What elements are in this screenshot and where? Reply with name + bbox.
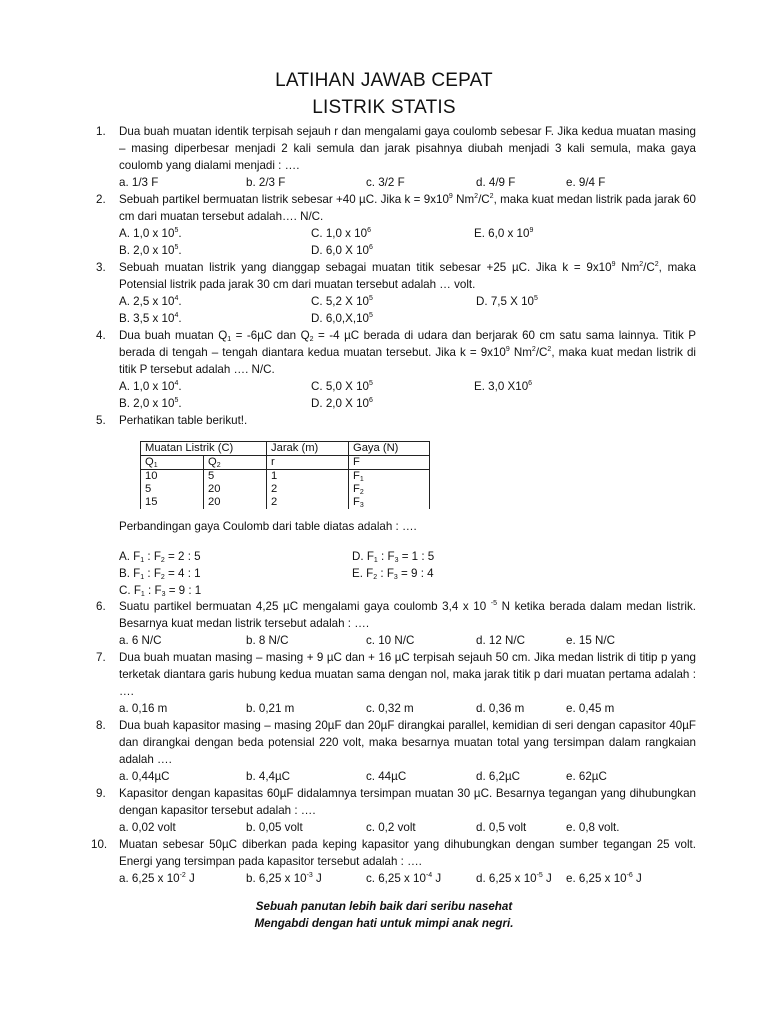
option-d: D. $F_1$ : $F_3 = 1$ : 5 bbox=[352, 550, 435, 564]
option-a: A. 2,5 x $10^4$. bbox=[119, 295, 182, 308]
question-6 bbox=[96, 598, 696, 632]
option-a: A. $F_1$ : $F_2 = 2$ : 5 bbox=[119, 550, 201, 564]
question-number: 4. bbox=[96, 329, 106, 342]
question-number: 2. bbox=[96, 193, 106, 206]
option-d: d. 6,2µC bbox=[476, 770, 521, 783]
table-header-row bbox=[141, 442, 430, 456]
option-a: A. 1,0 x $10^4$. bbox=[119, 380, 182, 393]
table-cell: $F_1$ $F_2$ $F_3$ bbox=[349, 470, 430, 510]
option-b: B. 2,0 x $10^5$. bbox=[119, 244, 182, 257]
option-e: e. 9/4 F bbox=[566, 176, 606, 189]
option-b: b. 2/3 F bbox=[246, 176, 286, 189]
option-a: a. 0,02 volt bbox=[119, 821, 176, 834]
question-7 bbox=[96, 649, 696, 700]
question-1 bbox=[96, 123, 696, 174]
question-10 bbox=[91, 836, 696, 870]
option-c: c. 10 N/C bbox=[366, 634, 415, 647]
question-8 bbox=[96, 717, 696, 768]
table-subheader-row bbox=[141, 456, 430, 470]
option-b: b. 0,21 m bbox=[246, 702, 295, 715]
question-number: 3. bbox=[96, 261, 106, 274]
question-number: 7. bbox=[96, 651, 106, 664]
table-cell: 1 2 2 bbox=[267, 470, 349, 510]
option-e: e. 15 N/C bbox=[566, 634, 615, 647]
option-c: c. 3/2 F bbox=[366, 176, 405, 189]
table-cell: r bbox=[267, 456, 349, 470]
question-text: Sebuah muatan listrik yang dianggap sebagai muatan titik sebesar +25 µC. Jika $k = 9x10^9$ $Nm^2/C^2$, maka Potensial listrik pada jarak 30 cm dari muatan tersebut adalah … volt. bbox=[119, 261, 696, 291]
data-table bbox=[140, 441, 430, 509]
question-number: 6. bbox=[96, 600, 106, 613]
worksheet-title: LATIHAN JAWAB CEPAT bbox=[275, 70, 493, 91]
option-d: d. 0,5 volt bbox=[476, 821, 527, 834]
table-cell: F bbox=[349, 456, 430, 470]
option-e: e. 6,25 x $10^{-6}$ J bbox=[566, 872, 642, 885]
option-e: E. 3,0 $X10^6$ bbox=[474, 380, 533, 393]
option-c: c. 6,25 x $10^{-4}$ J bbox=[366, 872, 442, 885]
question-text: Suatu partikel bermuatan 4,25 µC mengalami gaya coulomb 3,4 x 10 $^{-5}$ N ketika berada dalam medan listrik. Besarnya kuat medan listrik tersebut adalah : …. bbox=[119, 600, 696, 630]
option-e: e. 0,8 volt. bbox=[566, 821, 620, 834]
option-e: e. 62µC bbox=[566, 770, 607, 783]
option-c: C. 1,0 x $10^6$ bbox=[311, 227, 371, 240]
option-b: b. 6,25 x $10^{-3}$ J bbox=[246, 872, 322, 885]
table-cell: $Q_1$ bbox=[141, 456, 204, 470]
option-a: a. 0,44µC bbox=[119, 770, 170, 783]
motto-line-2: Mengabdi dengan hati untuk mimpi anak negri. bbox=[254, 917, 514, 930]
question-number: 8. bbox=[96, 719, 106, 732]
header-cell: Gaya (N) bbox=[349, 442, 430, 456]
option-a: a. 6 N/C bbox=[119, 634, 162, 647]
table-cell: $Q_2$ bbox=[204, 456, 267, 470]
question-text: Dua buah kapasitor masing – masing 20µF dan 20µF dirangkai parallel, kemidian di seri dengan capasitor 40µF dan dirangkai dengan beda potensial 220 volt, maka besarnya muatan total yang tersimpan dalam rangkaian adalah …. bbox=[119, 719, 696, 766]
option-e: D. 7,5 X $10^5$ bbox=[476, 295, 538, 308]
option-e: E. 6,0 x $10^9$ bbox=[474, 227, 534, 240]
option-b: B. $F_1$ : $F_2 = 4$ : 1 bbox=[119, 567, 201, 581]
option-a: a. 0,16 m bbox=[119, 702, 168, 715]
question-number: 1. bbox=[96, 125, 106, 138]
option-c: c. 0,2 volt bbox=[366, 821, 416, 834]
option-b: b. 4,4µC bbox=[246, 770, 291, 783]
question-2 bbox=[96, 191, 696, 225]
worksheet-subtitle: LISTRIK STATIS bbox=[312, 97, 456, 118]
option-d: d. 4/9 F bbox=[476, 176, 516, 189]
header-cell: Muatan Listrik (C) bbox=[141, 442, 267, 456]
option-b: b. 0,05 volt bbox=[246, 821, 303, 834]
question-number: 9. bbox=[96, 787, 106, 800]
question-text: Dua buah muatan $Q_1 = -6\mu C$ dan $Q_2 = -4$ µC berada di udara dan berjarak 60 cm satu sama lainnya. Titik P berada di tengah – tengah diantara kedua muatan tersebut. Jika $k = 9x10^9$ $Nm^2/C^2$, maka kuat medan listrik di titik P tersebut adalah …. N/C. bbox=[119, 329, 697, 376]
option-d: D. $6,0,X,10^5$ bbox=[311, 312, 373, 325]
option-d: D. 6,0 X $10^6$ bbox=[311, 244, 373, 257]
option-c: c. 0,32 m bbox=[366, 702, 414, 715]
option-c: c. 44µC bbox=[366, 770, 407, 783]
header-cell: Jarak (m) bbox=[267, 442, 349, 456]
option-e: e. 0,45 m bbox=[566, 702, 615, 715]
option-c: C. 5,2 X $10^5$ bbox=[311, 295, 373, 308]
question-text: Perhatikan table berikut!. bbox=[119, 414, 248, 427]
question-text: Sebuah partikel bermuatan listrik sebesar +40 µC. Jika $k = 9x10^9$ $Nm^2/C^2$, maka kuat medan listrik pada jarak 60 cm dari muatan tersebut adalah…. N/C. bbox=[119, 193, 696, 223]
question-text: Dua buah muatan masing – masing + 9 µC dan + 16 µC terpisah sejauh 50 cm. Jika medan listrik di titip p yang terketak diantara garis hubung kedua muatan sama dengan nol, maka jarak titik p dari muatan pertama adalah : …. bbox=[119, 651, 696, 698]
question-text: Muatan sebesar 50µC diberkan pada keping kapasitor yang dihubungkan dengan sumber tegangan 25 volt. Energi yang tersimpan pada kapasitor tersebut adalah : …. bbox=[119, 838, 696, 868]
question-9 bbox=[96, 785, 696, 819]
table-cell: 5 20 20 bbox=[204, 470, 267, 510]
option-b: B. 3,5 x $10^4$. bbox=[119, 312, 182, 325]
option-d: d. 6,25 x $10^{-5}$ J bbox=[476, 872, 552, 885]
option-d: d. 0,36 m bbox=[476, 702, 525, 715]
motto-line-1: Sebuah panutan lebih baik dari seribu nasehat bbox=[255, 900, 513, 913]
option-a: A. 1,0 x $10^5$. bbox=[119, 227, 182, 240]
question-text: Kapasitor dengan kapasitas 60µF didalamnya tersimpan muatan 30 µC. Besarnya tegangan yang dihubungkan dengan kapasitor tersebut adalah : …. bbox=[119, 787, 696, 817]
table-cell: 10 5 15 bbox=[141, 470, 204, 510]
option-a: a. 6,25 x $10^{-2}$ J bbox=[119, 872, 195, 885]
question-4 bbox=[96, 327, 696, 378]
question-text: Dua buah muatan identik terpisah sejauh r dan mengalami gaya coulomb sebesar F. Jika kedua muatan masing – masing diperbesar menjadi 2 kali semula dan jarak pisahnya diubah menjadi 3 kali semula, maka gaya coulomb yang dialami menjadi : …. bbox=[119, 125, 696, 172]
option-b: b. 8 N/C bbox=[246, 634, 289, 647]
question-number: 10. bbox=[91, 838, 108, 851]
option-b: B. 2,0 x $10^5$. bbox=[119, 397, 182, 410]
option-c: C. 5,0 X $10^5$ bbox=[311, 380, 373, 393]
worksheet-page: LATIHAN JAWAB CEPAT LISTRIK STATIS 1. Dua buah muatan identik terpisah sejauh r dan mengalami gaya coulomb sebesar F. Jika kedua muatan masing – masing diperbesar menjadi 2 kali semula dan jarak pisahnya diubah menjadi 3 kali semula, maka gaya coulomb yang dialami menjadi : …. a. 1/3 F b. 2/3 F c. 3/2 F d. 4/9 F e. 9/4 F 2. Sebuah partikel bermuatan listrik sebesar +40 µC. Jika $k = 9x10^9$ $Nm^2/C^2$, maka kuat medan listrik pada jarak 60 cm dari muatan tersebut adalah…. N/C. A. 1,0 x $10^5$. C. 1,0 x $10^6$ E. 6,0 x $10^9$ B. 2,0 x $10^5$. D. 6,0 X $10^6$ 3. Sebuah muatan listrik yang dianggap sebagai muatan titik sebesar +25 µC. Jika $k = 9x10^9$ $Nm^2/C^2$, maka Potensial listrik pada jarak 30 cm dari muatan tersebut adalah … volt. A. 2,5 x $10^4$. C. 5,2 X $10^5$ D. 7,5 X $10^5$ B. 3,5 x $10^4$. D. $6,0,X,10^5$ 4. Dua buah muatan $Q_1 = -6\mu C$ dan $Q_2 = -4$ µC berada di udara dan berjarak 60 cm satu sama lainnya. Titik P berada di tengah – tengah diantara kedua muatan tersebut. Jika $k = 9x10^9$ $Nm^2/C^2$, maka kuat medan listrik di titik P tersebut adalah …. N/C. A. 1,0 x $10^4$. C. 5,0 X $10^5$ E. 3,0 $X10^6$ B. 2,0 x $10^5$. D. 2,0 X $10^6$ 5. Perhatikan table berikut!. Muatan Listrik (C) Jarak (m) Gaya (N) $Q_1$ $Q_2$ r F 10 5 15 5 20 20 1 2 2 $F_1$ $F_2$ $F_3$ Perbandingan gaya Coulomb dari table diatas adalah : …. A. $F_1$ : $F_2 = 2$ : 5 D. $F_1$ : $F_3 = 1$ : 5 B. $F_1$ : $F_2 = 4$ : 1 E. $F_2$ : $F_3 = 9$ : 4 C. $F_1$ : $F_3 = 9$ : 1 6. Suatu partikel bermuatan 4,25 µC mengalami gaya coulomb 3,4 x 10 $^{-5}$ N ketika berada dalam medan listrik. Besarnya kuat medan listrik tersebut adalah : …. a. 6 N/C b. 8 N/C c. 10 N/C d. 12 N/C e. 15 N/C 7. Dua buah muatan masing – masing + 9 µC dan + 16 µC terpisah sejauh 50 cm. Jika medan listrik di titip p yang terketak diantara garis hubung kedua muatan sama dengan nol, maka jarak titik p dari muatan pertama adalah : …. a. 0,16 m b. 0,21 m c. 0,32 m d. 0,36 m e. 0,45 m 8. Dua buah kapasitor masing – masing 20µF dan 20µF dirangkai parallel, kemidian di seri dengan capasitor 40µF dan dirangkai dengan beda potensial 220 volt, maka besarnya muatan total yang tersimpan dalam rangkaian adalah …. a. 0,44µC b. 4,4µC c. 44µC d. 6,2µC e. 62µC 9. Kapasitor dengan kapasitas 60µF didalamnya tersimpan muatan 30 µC. Besarnya tegangan yang dihubungkan dengan kapasitor tersebut adalah : …. a. 0,02 volt b. 0,05 volt c. 0,2 volt d. 0,5 volt e. 0,8 volt. 10. Muatan sebesar 50µC diberkan pada keping kapasitor yang dihubungkan dengan sumber tegangan 25 volt. Energi yang tersimpan pada kapasitor tersebut adalah : …. a. 6,25 x $10^{-2}$ J b. 6,25 x $10^{-3}$ J c. 6,25 x $10^{-4}$ J d. 6,25 x $10^{-5}$ J e. 6,25 x $10^{-6}$ J Sebuah panutan lebih baik dari seribu nasehat Mengabdi dengan hati untuk mimpi anak negri. bbox=[0, 0, 768, 1024]
question-number: 5. bbox=[96, 414, 106, 427]
question-5 bbox=[96, 412, 696, 429]
question-3 bbox=[96, 259, 696, 293]
option-c: C. $F_1$ : $F_3 = 9$ : 1 bbox=[119, 584, 202, 598]
table-row bbox=[141, 470, 430, 510]
option-d: d. 12 N/C bbox=[476, 634, 525, 647]
option-a: a. 1/3 F bbox=[119, 176, 159, 189]
option-d: D. 2,0 X $10^6$ bbox=[311, 397, 373, 410]
option-e: E. $F_2$ : $F_3 = 9$ : 4 bbox=[352, 567, 434, 581]
